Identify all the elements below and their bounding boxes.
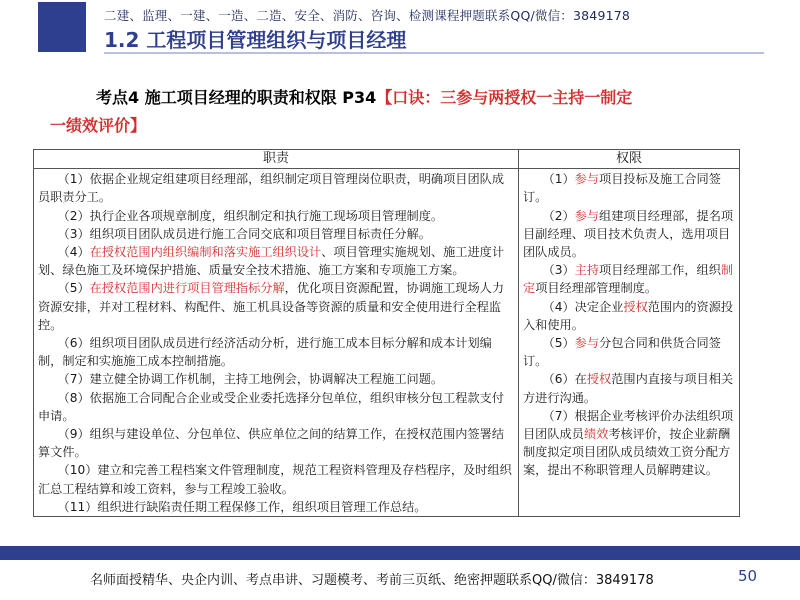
item-text: （10）建立和完善工程档案文件管理制度，规范工程资料管理及存档程序，及时组织汇总工程结算和竣工资料，参与工程竣工验收。 xyxy=(38,463,512,496)
power-item xyxy=(523,170,735,206)
duty-item xyxy=(38,243,514,279)
item-text: （6）组织项目团队成员进行经济活动分析，进行施工成本目标分解和成本计划编制，制定和实施施工成本控制措施。 xyxy=(38,336,492,369)
highlight-text: 参与 xyxy=(574,172,600,187)
highlight-text: 授权 xyxy=(623,299,648,314)
item-text: （1）依据企业规定组建项目经理部，组织制定项目管理岗位职责，明确项目团队成员职责分工。 xyxy=(38,172,505,205)
item-text: （2）执行企业各项规章制度，组织制定和执行施工现场项目管理制度。 xyxy=(57,208,444,223)
header-contact-note: 二建、监理、一建、一造、二造、安全、消防、咨询、检测课程押题联系QQ/微信：3849178 xyxy=(104,8,631,23)
item-text: （11）组织进行缺陷责任期工程保修工作，组织项目管理工作总结。 xyxy=(57,499,427,514)
highlight-text: 制定 xyxy=(523,263,734,296)
power-item xyxy=(523,261,735,297)
highlight-text: 参与 xyxy=(574,208,600,223)
duty-item xyxy=(38,207,514,225)
duty-item xyxy=(38,370,514,388)
logo-block xyxy=(38,2,86,52)
power-item xyxy=(523,370,735,406)
topic-title: 考点4 施工项目经理的职责和权限 P34 xyxy=(96,88,377,107)
topic-mnemonic: 【口诀：三参与两授权一主持一制定 xyxy=(376,88,633,107)
duty-item xyxy=(38,170,514,206)
highlight-text: 参与 xyxy=(574,336,600,351)
highlight-text: 绩效 xyxy=(583,427,609,442)
topic-mnemonic-continued: 一绩效评价】 xyxy=(50,116,147,135)
highlight-text: 在授权范围内组织编制和落实施工组织设计 xyxy=(89,245,322,260)
duties-powers-table xyxy=(33,149,740,517)
item-text: （3） xyxy=(542,263,575,278)
item-text: 分包合同和供货合同签订。 xyxy=(523,336,721,369)
item-text: 、项目管理实施规划、施工进度计划、绿色施工及环境保护措施、质量安全技术措施、施工方案和专项施工方案。 xyxy=(38,245,505,278)
item-text: （9）组织与建设单位、分包单位、供应单位之间的结算工作，在授权范围内签署结算文件。 xyxy=(38,427,505,460)
page-number: 50 xyxy=(738,567,758,585)
item-text: （4）决定企业 xyxy=(542,299,624,314)
item-text: 项目经理部工作，组织 xyxy=(599,263,721,278)
item-text: （3）组织项目团队成员进行施工合同交底和项目管理目标责任分解。 xyxy=(57,226,431,241)
power-item xyxy=(523,207,735,262)
item-text: ，优化项目资源配置，协调施工现场人力资源安排，并对工程材料、构配件、施工机具设备等资源的质量和安全使用进行全程监控。 xyxy=(38,281,505,332)
item-text: （7）根据企业考核评价办法组织项目团队成员 xyxy=(523,408,734,442)
item-text: 考核评价，按企业薪酬制度拟定项目团队成员绩效工资分配方案，提出不称职管理人员解聘建议。 xyxy=(523,427,731,478)
item-text: （2） xyxy=(542,208,575,223)
duties-cell xyxy=(34,169,519,517)
duty-item xyxy=(38,225,514,243)
table-header-row xyxy=(34,150,740,169)
item-text: 组建项目经理部，提名项目副经理、项目技术负责人，选用项目团队成员。 xyxy=(523,208,734,260)
highlight-text: 授权 xyxy=(586,372,612,387)
duty-item xyxy=(38,425,514,461)
footer-band xyxy=(0,546,800,560)
item-text: 范围内的资源投入和使用。 xyxy=(523,299,734,332)
item-text: （1） xyxy=(542,172,575,187)
power-item xyxy=(523,334,735,370)
powers-header: 权限 xyxy=(519,150,740,169)
topic-heading xyxy=(50,84,750,140)
item-text: （4） xyxy=(57,245,90,260)
power-item xyxy=(523,298,735,334)
item-text: 项目经理部管理制度。 xyxy=(535,281,658,296)
footer-contact-note: 名师面授精华、央企内训、考点串讲、习题模考、考前三页纸、绝密押题联系QQ/微信：3849178 xyxy=(90,573,654,588)
item-text: （5） xyxy=(57,281,90,296)
item-text: （5） xyxy=(542,336,575,351)
item-text: （6）在 xyxy=(542,372,587,387)
duty-item xyxy=(38,461,514,497)
title-underline xyxy=(104,52,764,54)
duty-item xyxy=(38,334,514,370)
duty-item xyxy=(38,389,514,425)
duties-header: 职责 xyxy=(34,150,519,169)
item-text: 范围内直接与项目相关方进行沟通。 xyxy=(523,372,734,405)
header-bar xyxy=(0,0,800,62)
powers-cell xyxy=(519,169,740,517)
section-title: 1.2 工程项目管理组织与项目经理 xyxy=(104,28,407,52)
highlight-text: 主持 xyxy=(574,263,600,278)
duty-item xyxy=(38,498,514,516)
table-row xyxy=(34,169,740,517)
highlight-text: 在授权范围内进行项目管理指标分解 xyxy=(89,281,285,296)
item-text: （7）建立健全协调工作机制，主持工地例会，协调解决工程施工问题。 xyxy=(57,372,444,387)
duty-item xyxy=(38,279,514,334)
topic-heading-line1 xyxy=(50,84,750,112)
item-text: 项目投标及施工合同签订。 xyxy=(523,172,721,205)
item-text: （8）依据施工合同配合企业或受企业委托选择分包单位，组织审核分包工程款支付申请。 xyxy=(38,390,505,423)
power-item xyxy=(523,407,735,480)
